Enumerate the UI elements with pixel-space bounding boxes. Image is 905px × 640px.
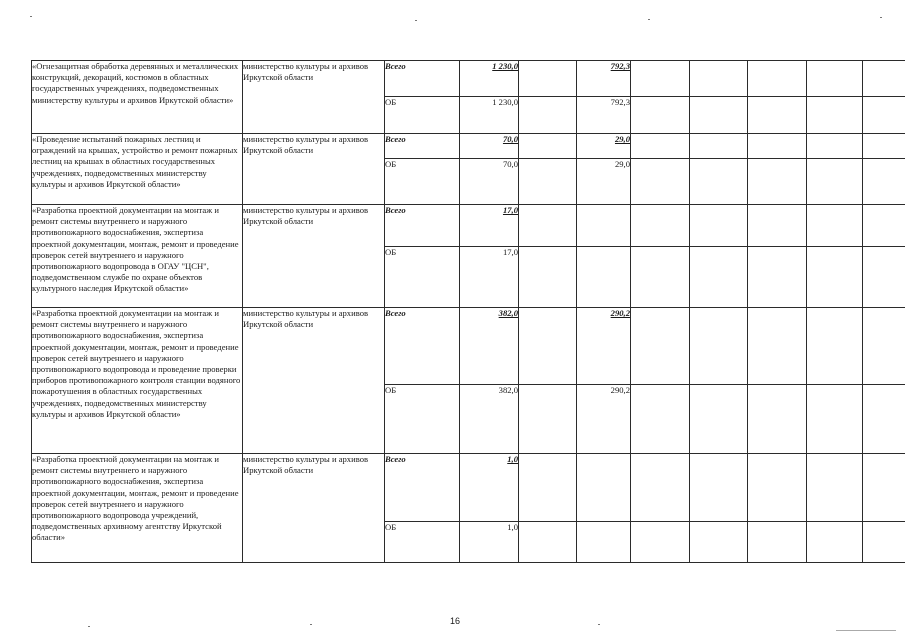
funding-total-label: Всего (385, 205, 460, 247)
total-value-cell (690, 134, 748, 159)
funding-source-label: ОБ (385, 159, 460, 205)
total-value-cell (807, 61, 863, 97)
source-value-cell (631, 522, 690, 563)
source-value-cell (460, 159, 519, 205)
total-value-cell (631, 308, 690, 385)
total-value-cell (690, 61, 748, 97)
total-value-cell (519, 134, 577, 159)
source-value-cell (807, 159, 863, 205)
total-value-cell (519, 308, 577, 385)
total-value-cell (807, 134, 863, 159)
source-value-cell (863, 97, 905, 134)
measure-name-cell: «Разработка проектной документации на монтаж и ремонт системы внутреннего и наружного противопожарного водоснабжения, экспертиза проектной документации, монтаж, ремонт и проведение проверок сетей внутреннего и наружного противопожарного водопровода учреждений, подведомственных архивному агентству Иркутской области» (32, 454, 243, 563)
responsible-cell: министерство культуры и архивов Иркутской области (243, 205, 385, 308)
funding-source-label: ОБ (385, 97, 460, 134)
total-value-cell (631, 61, 690, 97)
source-value-cell (863, 159, 905, 205)
total-value-cell (460, 205, 519, 247)
source-value-cell (631, 247, 690, 308)
source-value-cell (519, 522, 577, 563)
funding-total-label: Всего (385, 134, 460, 159)
total-value: 382,0 (498, 308, 518, 318)
source-value-cell (863, 385, 905, 454)
responsible-cell: министерство культуры и архивов Иркутской области (243, 134, 385, 205)
total-value-cell (863, 205, 905, 247)
source-value: 290,2 (610, 385, 630, 395)
total-value: 17,0 (502, 205, 518, 215)
source-value-cell (577, 97, 631, 134)
total-value-cell (748, 61, 807, 97)
source-value: 29,0 (614, 159, 630, 169)
funding-source-label: ОБ (385, 522, 460, 563)
total-value-cell (519, 205, 577, 247)
source-value-cell (690, 385, 748, 454)
source-value-cell (807, 522, 863, 563)
source-value-cell (519, 385, 577, 454)
source-value: 792,3 (610, 97, 630, 107)
funding-source-label: ОБ (385, 385, 460, 454)
source-value: 382,0 (498, 385, 518, 395)
source-value-cell (577, 247, 631, 308)
table-row (32, 454, 905, 522)
total-value-cell (807, 454, 863, 522)
source-value-cell (863, 247, 905, 308)
source-value-cell (460, 97, 519, 134)
table-row (32, 61, 905, 97)
source-value-cell (807, 247, 863, 308)
source-value-cell (748, 159, 807, 205)
source-value-cell (460, 522, 519, 563)
funding-source-label: ОБ (385, 247, 460, 308)
funding-total-label: Всего (385, 308, 460, 385)
source-value-cell (460, 385, 519, 454)
source-value-cell (577, 522, 631, 563)
funding-total-label: Всего (385, 454, 460, 522)
source-value-cell (690, 522, 748, 563)
total-value-cell (460, 454, 519, 522)
source-value: 1,0 (507, 522, 518, 532)
total-value-cell (690, 308, 748, 385)
source-value-cell (519, 247, 577, 308)
page-number: 16 (450, 616, 461, 626)
table-row (32, 205, 905, 247)
total-value-cell (460, 308, 519, 385)
responsible-cell: министерство культуры и архивов Иркутской области (243, 61, 385, 134)
total-value: 70,0 (502, 134, 518, 144)
table-row (32, 308, 905, 385)
source-value-cell (690, 159, 748, 205)
total-value-cell (748, 205, 807, 247)
measure-name-cell: «Проведение испытаний пожарных лестниц и ограждений на крышах, устройство и ремонт пожарных лестниц на крышах в областных государственных учреждениях, подведомственных министерству культуры и архивов Иркутской области» (32, 134, 243, 205)
total-value-cell (460, 134, 519, 159)
total-value-cell (863, 308, 905, 385)
source-value-cell (690, 97, 748, 134)
source-value-cell (631, 97, 690, 134)
total-value-cell (807, 205, 863, 247)
total-value-cell (863, 454, 905, 522)
total-value-cell (748, 454, 807, 522)
total-value: 792,3 (610, 61, 630, 71)
total-value-cell (577, 61, 631, 97)
source-value-cell (690, 247, 748, 308)
source-value-cell (631, 385, 690, 454)
source-value-cell (748, 522, 807, 563)
responsible-cell: министерство культуры и архивов Иркутской области (243, 308, 385, 454)
total-value-cell (460, 61, 519, 97)
total-value-cell (519, 61, 577, 97)
total-value-cell (577, 308, 631, 385)
funding-total-label: Всего (385, 61, 460, 97)
measure-name-cell: «Разработка проектной документации на монтаж и ремонт системы внутреннего и наружного противопожарного водоснабжения, экспертиза проектной документации, монтаж, ремонт и проведение проверок сетей внутреннего и наружного противопожарного водопровода и проведение проверки приборов противопожарного контроля станции водяного пожаротушения в областных государственных учреждениях, подведомственных министерству культуры и архивов Иркутской области» (32, 308, 243, 454)
source-value-cell (519, 97, 577, 134)
source-value-cell (519, 159, 577, 205)
total-value-cell (863, 134, 905, 159)
table-row (32, 134, 905, 159)
source-value-cell (577, 159, 631, 205)
total-value-cell (577, 205, 631, 247)
total-value-cell (577, 134, 631, 159)
total-value: 290,2 (610, 308, 630, 318)
source-value-cell (748, 247, 807, 308)
budget-table (31, 60, 905, 563)
source-value-cell (631, 159, 690, 205)
source-value-cell (863, 522, 905, 563)
source-value-cell (460, 247, 519, 308)
source-value: 1 230,0 (492, 97, 518, 107)
total-value-cell (577, 454, 631, 522)
source-value-cell (807, 385, 863, 454)
total-value: 1 230,0 (492, 61, 518, 71)
source-value-cell (577, 385, 631, 454)
total-value-cell (690, 454, 748, 522)
total-value: 29,0 (614, 134, 630, 144)
total-value: 1,0 (507, 454, 518, 464)
measure-name-cell: «Огнезащитная обработка деревянных и металлических конструкций, декораций, костюмов в областных государственных учреждениях, подведомственных министерству культуры и архивов Иркутской области» (32, 61, 243, 134)
total-value-cell (519, 454, 577, 522)
source-value-cell (748, 97, 807, 134)
source-value-cell (807, 97, 863, 134)
measure-name-cell: «Разработка проектной документации на монтаж и ремонт системы внутреннего и наружного противопожарного водоснабжения, экспертиза проектной документации, монтаж, ремонт и проведение проверок сетей внутреннего и наружного противопожарного водопровода в ОГАУ "ЦСН", подведомственном службе по охране объектов культурного наследия Иркутской области» (32, 205, 243, 308)
total-value-cell (631, 205, 690, 247)
source-value: 17,0 (502, 247, 518, 257)
source-value-cell (748, 385, 807, 454)
total-value-cell (748, 308, 807, 385)
total-value-cell (807, 308, 863, 385)
source-value: 70,0 (502, 159, 518, 169)
responsible-cell: министерство культуры и архивов Иркутской области (243, 454, 385, 563)
total-value-cell (631, 134, 690, 159)
total-value-cell (690, 205, 748, 247)
total-value-cell (863, 61, 905, 97)
total-value-cell (631, 454, 690, 522)
total-value-cell (748, 134, 807, 159)
